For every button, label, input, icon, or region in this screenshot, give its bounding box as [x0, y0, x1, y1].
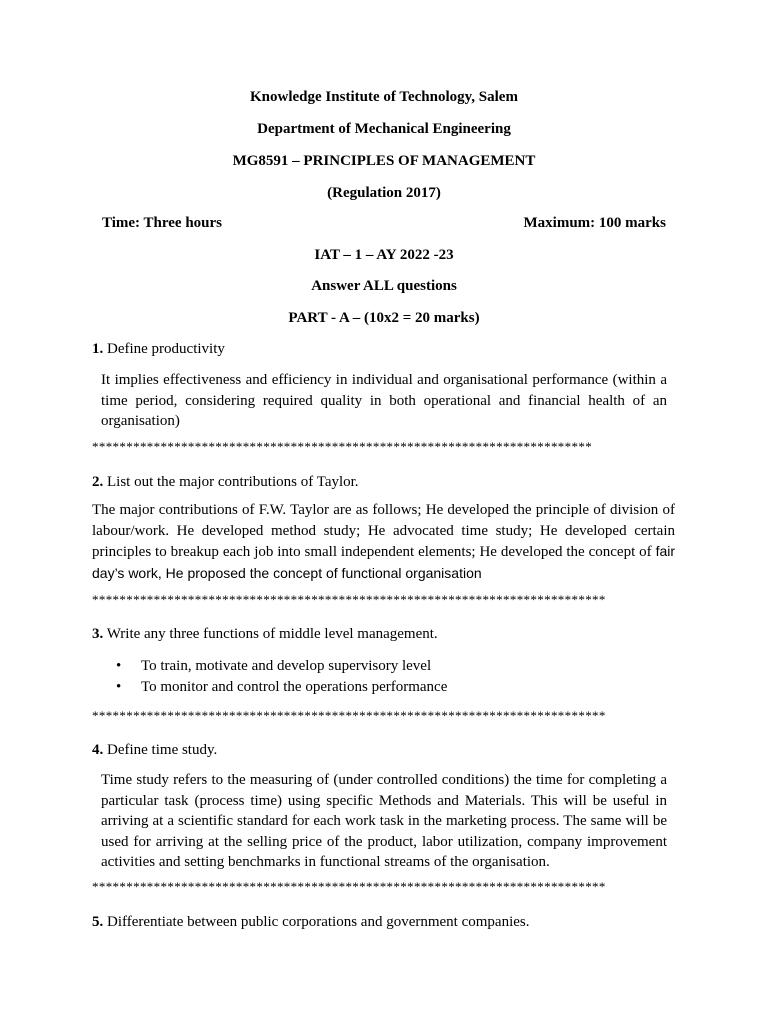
- answer-2: [92, 500, 675, 584]
- question-text: Define time study.: [107, 742, 218, 758]
- question-text: Differentiate between public corporations and government companies.: [107, 914, 530, 930]
- answer-4: Time study refers to the measuring of (under controlled conditions) the time for completing a particular task (process time) using specific Methods and Materials. This will be useful in arriving at a scientific standard for each work task in the marketing process. The same will be used for arriving at the selling price of the product, labor utilization, company improvement activities and setting benchmarks in functional streams of the organisation.: [101, 772, 667, 870]
- question-2: [92, 473, 359, 491]
- question-3: [92, 625, 438, 643]
- answer-text: The major contributions of F.W. Taylor are as follows; He developed the principle of division of labour/work. He developed method study; He advocated time study; He developed certain principles to breakup each job into small independent elements; He developed the concept of: [92, 502, 675, 560]
- question-text: Define productivity: [107, 341, 225, 357]
- exam-name: IAT – 1 – AY 2022 -23: [314, 247, 454, 263]
- question-number: 1.: [92, 341, 104, 357]
- course-title: MG8591 – PRINCIPLES OF MANAGEMENT: [232, 153, 536, 169]
- question-text: Write any three functions of middle level management.: [106, 626, 438, 642]
- separator: ***************************************************************************: [92, 880, 606, 894]
- question-5: [92, 913, 530, 931]
- list-item: • To monitor and control the operations performance: [92, 677, 652, 698]
- exam-instruction: Answer ALL questions: [311, 278, 457, 294]
- bullet-icon: •: [116, 658, 122, 674]
- question-number: 5.: [92, 914, 104, 930]
- department-name: Department of Mechanical Engineering: [257, 121, 511, 137]
- bullet-icon: •: [116, 678, 122, 695]
- regulation: (Regulation 2017): [327, 185, 441, 201]
- list-item: • To train, motivate and develop supervisory level: [92, 656, 652, 677]
- answer-text-continued: fair day’s work, He proposed the concept of functional organisation: [92, 543, 676, 581]
- middle-management-functions-list: [92, 656, 652, 697]
- question-number: 2.: [92, 474, 104, 490]
- separator: ***************************************************************************: [92, 709, 606, 723]
- question-text: List out the major contributions of Taylor.: [107, 474, 359, 490]
- part-heading: PART - A – (10x2 = 20 marks): [288, 310, 480, 326]
- exam-duration: Time: Three hours: [102, 215, 223, 231]
- separator: ***************************************************************************: [92, 593, 606, 607]
- maximum-marks: Maximum: 100 marks: [523, 215, 666, 231]
- separator: *************************************************************************: [92, 440, 593, 454]
- question-number: 4.: [92, 742, 104, 758]
- question-1: [92, 340, 225, 358]
- answer-1: It implies effectiveness and efficiency in individual and organisational performance (within a time period, considering required quality in both operational and financial health of an organisation): [101, 372, 667, 429]
- institute-name: Knowledge Institute of Technology, Salem: [250, 89, 518, 105]
- question-number: 3.: [92, 626, 104, 642]
- question-4: [92, 741, 217, 759]
